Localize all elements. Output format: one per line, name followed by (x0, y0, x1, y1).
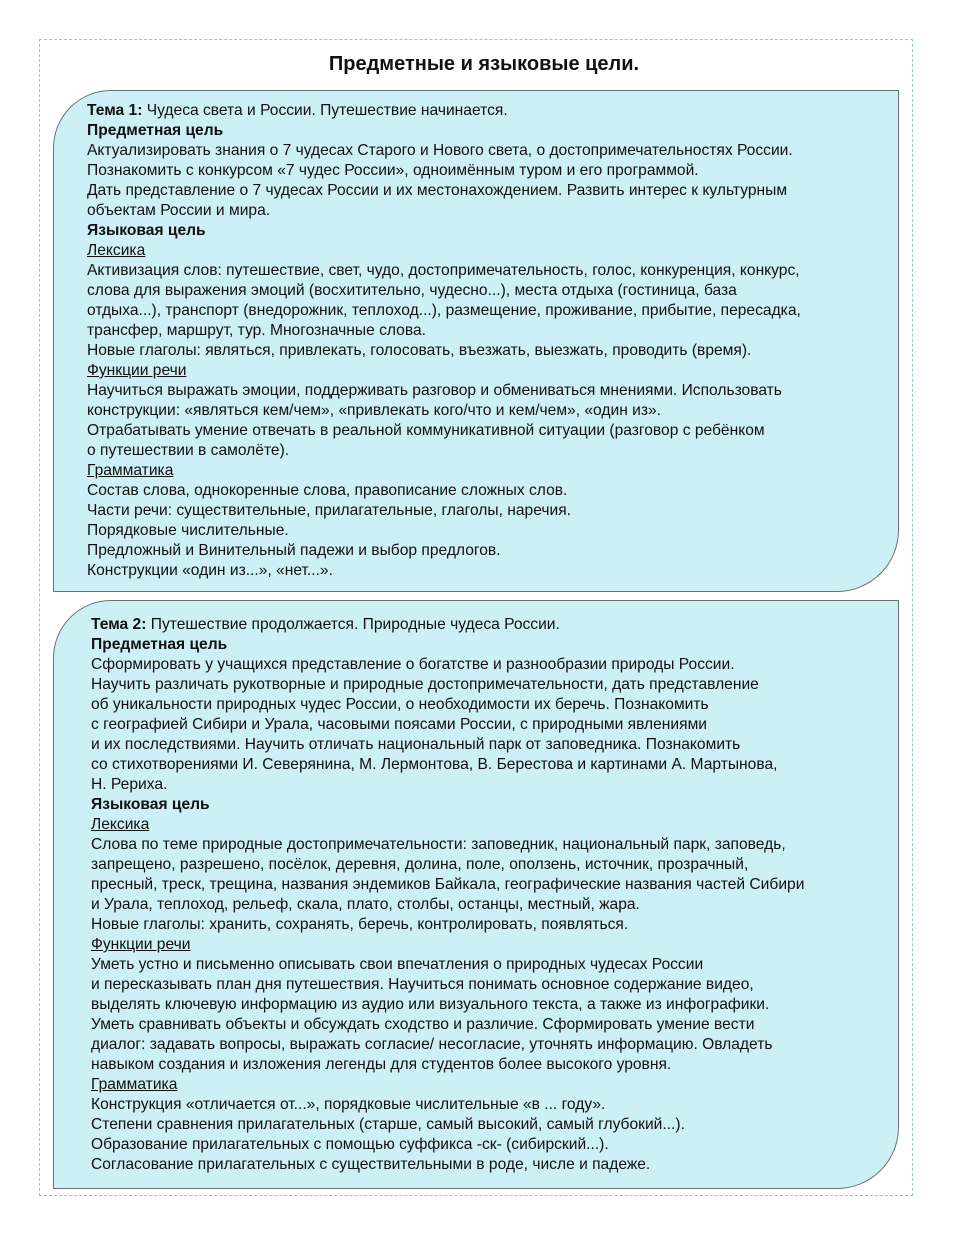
topic-1-heading (87, 101, 888, 121)
text-line: Познакомить с конкурсом «7 чудес России», одноимённым туром и его программой. (87, 162, 699, 179)
topic-1-subject-goal-heading: Предметная цель (87, 122, 224, 139)
topic-1-language-goal-heading: Языковая цель (87, 222, 206, 239)
text-line: Активизация слов: путешествие, свет, чудо, достопримечательность, голос, конкуренция, конкурс, (87, 262, 800, 279)
text-line: Порядковые числительные. (87, 522, 289, 539)
text-line: отдыха...), транспорт (внедорожник, теплоход...), размещение, проживание, прибытие, пересадка, (87, 302, 801, 319)
text-line: Отрабатывать умение отвечать в реальной коммуникативной ситуации (разговор с ребёнком (87, 422, 765, 439)
text-line: Конструкции «один из...», «нет...». (87, 562, 333, 579)
topic-2-heading (91, 615, 888, 635)
topic-2-speech-heading: Функции речи (91, 936, 191, 953)
text-line: Новые глаголы: являться, привлекать, голосовать, въезжать, выезжать, проводить (время). (87, 342, 752, 359)
text-line: об уникальности природных чудес России, о необходимости их беречь. Познакомить (91, 696, 709, 713)
text-line: Уметь устно и письменно описывать свои впечатления о природных чудесах России (91, 956, 704, 973)
text-line: Дать представление о 7 чудесах России и их местонахождением. Развить интерес к культурным (87, 182, 788, 199)
text-line: объектам России и мира. (87, 202, 271, 219)
text-line: Согласование прилагательных с существительными в роде, числе и падеже. (91, 1156, 651, 1173)
text-line: и пересказывать план дня путешествия. Научиться понимать основное содержание видео, (91, 976, 754, 993)
text-line: запрещено, разрешено, посёлок, деревня, долина, поле, оползень, источник, прозрачный, (91, 856, 749, 873)
topic-1-grammar-heading: Грамматика (87, 462, 174, 479)
topic-2-subject-goal-heading: Предметная цель (91, 636, 228, 653)
text-line: Состав слова, однокоренные слова, правописание сложных слов. (87, 482, 568, 499)
text-line: Новые глаголы: хранить, сохранять, беречь, контролировать, появляться. (91, 916, 629, 933)
text-line: конструкции: «являться кем/чем», «привлекать кого/что и кем/чем», «один из». (87, 402, 662, 419)
text-line: Предложный и Винительный падежи и выбор предлогов. (87, 542, 501, 559)
text-line: Части речи: существительные, прилагательные, глаголы, наречия. (87, 502, 571, 519)
text-line: выделять ключевую информацию из аудио или визуального текста, а также из инфографики. (91, 996, 770, 1013)
text-line: с географией Сибири и Урала, часовыми поясами России, с природными явлениями (91, 716, 708, 733)
text-line: Научить различать рукотворные и природные достопримечательности, дать представление (91, 676, 759, 693)
topic-2-box (53, 600, 899, 1189)
page-title: Предметные и языковые цели. (328, 53, 640, 75)
topic-1-box (53, 90, 899, 592)
topic-2-language-goal-heading: Языковая цель (91, 796, 210, 813)
topic-1-title: Чудеса света и России. Путешествие начинается. (142, 102, 508, 119)
text-line: Н. Рериха. (91, 776, 168, 793)
topic-1-lexicon-heading: Лексика (87, 242, 146, 259)
text-line: трансфер, маршрут, тур. Многозначные слова. (87, 322, 426, 339)
text-line: пресный, треск, трещина, названия эндемиков Байкала, географические названия частей Сибири (91, 876, 805, 893)
topic-1-label: Тема 1: (87, 102, 143, 119)
text-line: о путешествии в самолёте). (87, 442, 290, 459)
text-line: Сформировать у учащихся представление о богатстве и разнообразии природы России. (91, 656, 735, 673)
text-line: Научиться выражать эмоции, поддерживать разговор и обмениваться мнениями. Использовать (87, 382, 782, 399)
text-line: Конструкция «отличается от...», порядковые числительные «в ... году». (91, 1096, 606, 1113)
text-line: Степени сравнения прилагательных (старше, самый высокий, самый глубокий...). (91, 1116, 685, 1133)
topic-2-grammar-heading: Грамматика (91, 1076, 178, 1093)
topic-2-label: Тема 2: (91, 616, 147, 633)
text-line: слова для выражения эмоций (восхитительно, чудесно...), места отдыха (гостиница, база (87, 282, 737, 299)
text-line: Актуализировать знания о 7 чудесах Старого и Нового света, о достопримечательностях России. (87, 142, 793, 159)
text-line: и Урала, теплоход, рельеф, скала, плато, столбы, останцы, местный, жара. (91, 896, 640, 913)
text-line: навыком создания и изложения легенды для студентов более высокого уровня. (91, 1056, 672, 1073)
text-line: Слова по теме природные достопримечательности: заповедник, национальный парк, заповедь, (91, 836, 786, 853)
topic-2-title: Путешествие продолжается. Природные чудеса России. (146, 616, 560, 633)
text-line: и их последствиями. Научить отличать национальный парк от заповедника. Познакомить (91, 736, 741, 753)
text-line: со стихотворениями И. Северянина, М. Лермонтова, В. Берестова и картинами А. Мартынова, (91, 756, 778, 773)
text-line: Образование прилагательных с помощью суффикса -ск- (сибирский...). (91, 1136, 609, 1153)
text-line: Уметь сравнивать объекты и обсуждать сходство и различие. Сформировать умение вести (91, 1016, 755, 1033)
text-line: диалог: задавать вопросы, выражать согласие/ несогласие, уточнять информацию. Овладеть (91, 1036, 773, 1053)
topic-1-speech-heading: Функции речи (87, 362, 187, 379)
topic-2-lexicon-heading: Лексика (91, 816, 150, 833)
